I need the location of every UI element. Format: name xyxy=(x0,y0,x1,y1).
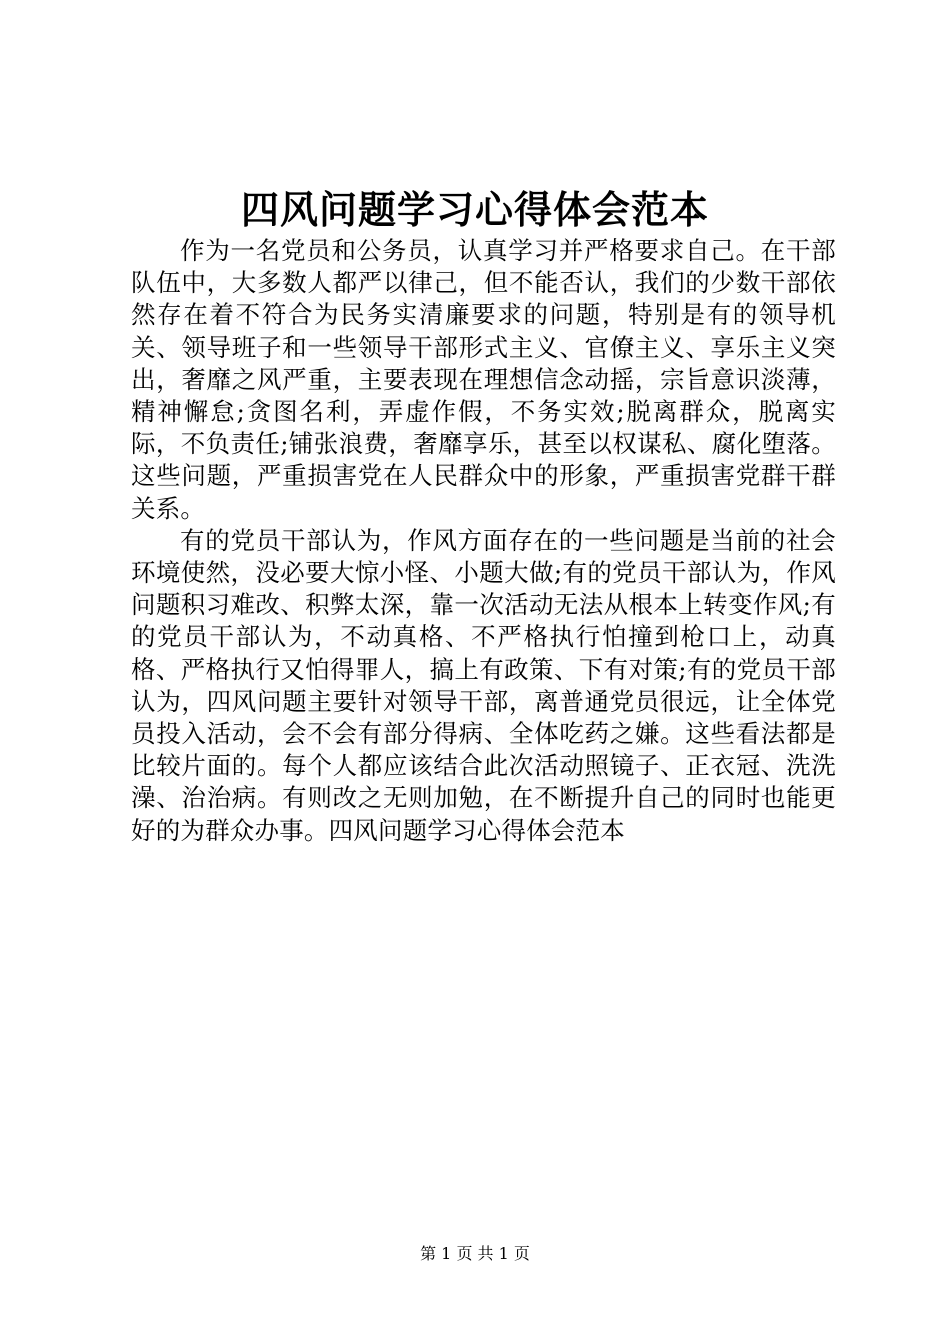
paragraph-2: 有的党员干部认为，作风方面存在的一些问题是当前的社会环境使然，没必要大惊小怪、小题大做;有的党员干部认为，作风问题积习难改、积弊太深，靠一次活动无法从根本上转变作风;有的党员干部认为，不动真格、不严格执行怕撞到枪口上，动真格、严格执行又怕得罪人，搞上有政策、下有对策;有的党员干部认为，四风问题主要针对领导干部，离普通党员很远，让全体党员投入活动，会不会有部分得病、全体吃药之嫌。这些看法都是比较片面的。每个人都应该结合此次活动照镜子、正衣冠、洗洗澡、治治病。有则改之无则加勉，在不断提升自己的同时也能更好的为群众办事。四风问题学习心得体会范本 xyxy=(131,525,836,845)
document-body xyxy=(131,235,836,847)
page-number-footer: 第 1 页 共 1 页 xyxy=(420,1244,530,1263)
document-title: 四风问题学习心得体会范本 xyxy=(240,187,709,232)
paragraph-1: 作为一名党员和公务员，认真学习并严格要求自己。在干部队伍中，大多数人都严以律己，但不能否认，我们的少数干部依然存在着不符合为民务实清廉要求的问题，特别是有的领导机关、领导班子和一些领导干部形式主义、官僚主义、享乐主义突出，奢靡之风严重，主要表现在理想信念动摇，宗旨意识淡薄，精神懈怠;贪图名利，弄虚作假，不务实效;脱离群众，脱离实际，不负责任;铺张浪费，奢靡享乐，甚至以权谋私、腐化堕落。这些问题，严重损害党在人民群众中的形象，严重损害党群干群关系。 xyxy=(131,236,836,523)
